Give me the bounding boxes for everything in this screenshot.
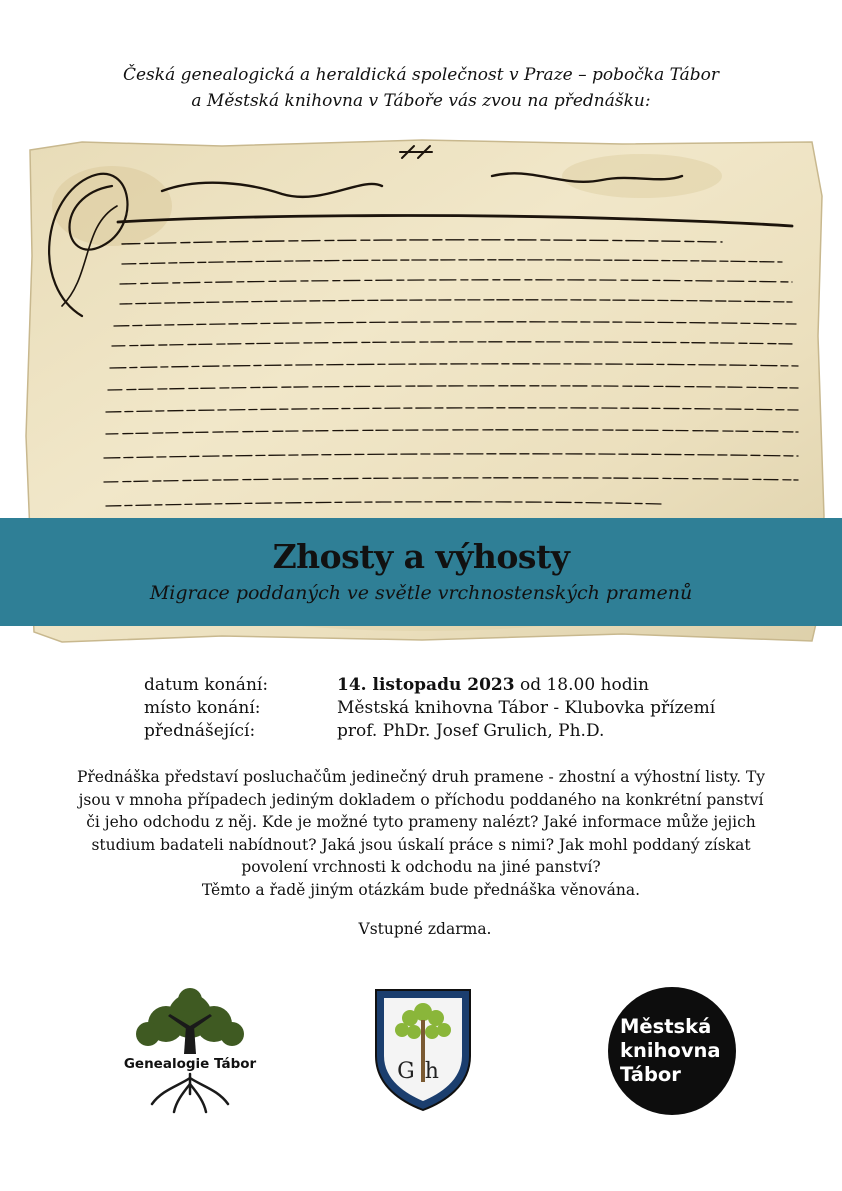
description-line: Přednáška představí posluchačům jedinečný druh pramene - zhostní a výhostní listy. Ty [76, 768, 766, 786]
place-value: Městská knihovna Tábor - Klubovka přízemí [337, 698, 716, 718]
date-value-bold: 14. listopadu 2023 [337, 675, 515, 695]
genealogy-logo-text: Genealogie Tábor [123, 1056, 257, 1072]
event-labels [144, 674, 268, 743]
crest-letters: Gh [397, 1059, 449, 1084]
intro-line-1: Česká genealogická a heraldická společnost v Praze – pobočka Tábor [122, 65, 720, 85]
city-crest-logo [372, 986, 474, 1114]
date-value [337, 674, 715, 697]
description-line: či jeho odchodu z něj. Kde je možné tyto prameny nalézt? Jaké informace může jejich [86, 813, 756, 831]
city-library-logo [608, 987, 736, 1115]
intro-line-2: a Městská knihovna v Táboře vás zvou na přednášku: [191, 91, 651, 111]
invitation-intro [0, 62, 842, 114]
date-label: datum konání: [144, 675, 269, 695]
description-line: studium badateli nabídnout? Jaká jsou úskalí práce s nimi? Jak mohl poddaný získat [91, 835, 751, 854]
lecture-subtitle: Migrace poddaných ve světle vrchnostenských pramenů [149, 582, 693, 604]
library-logo-line: knihovna [620, 1039, 721, 1062]
description-line: Těmto a řadě jiným otázkám bude přednáška věnována. [201, 880, 641, 899]
lecture-title: Zhosty a výhosty [272, 537, 570, 576]
description-line: povolení vrchnosti k odchodu na jiné panství? [241, 858, 601, 876]
title-banner [0, 518, 842, 626]
speaker-value: prof. PhDr. Josef Grulich, Ph.D. [337, 721, 605, 741]
event-values [337, 674, 715, 743]
date-value-time: od 18.00 hodin [514, 675, 650, 695]
lecture-description [60, 766, 782, 901]
speaker-label: přednášející: [144, 721, 256, 741]
library-logo-line: Tábor [620, 1063, 681, 1086]
place-label: místo konání: [144, 698, 261, 718]
admission-note: Vstupné zdarma. [358, 920, 492, 938]
genealogy-tabor-logo [118, 986, 262, 1116]
library-logo-line: Městská [620, 1015, 712, 1038]
description-line: jsou v mnoha případech jediným dokladem o příchodu poddaného na konkrétní panství [78, 790, 764, 809]
